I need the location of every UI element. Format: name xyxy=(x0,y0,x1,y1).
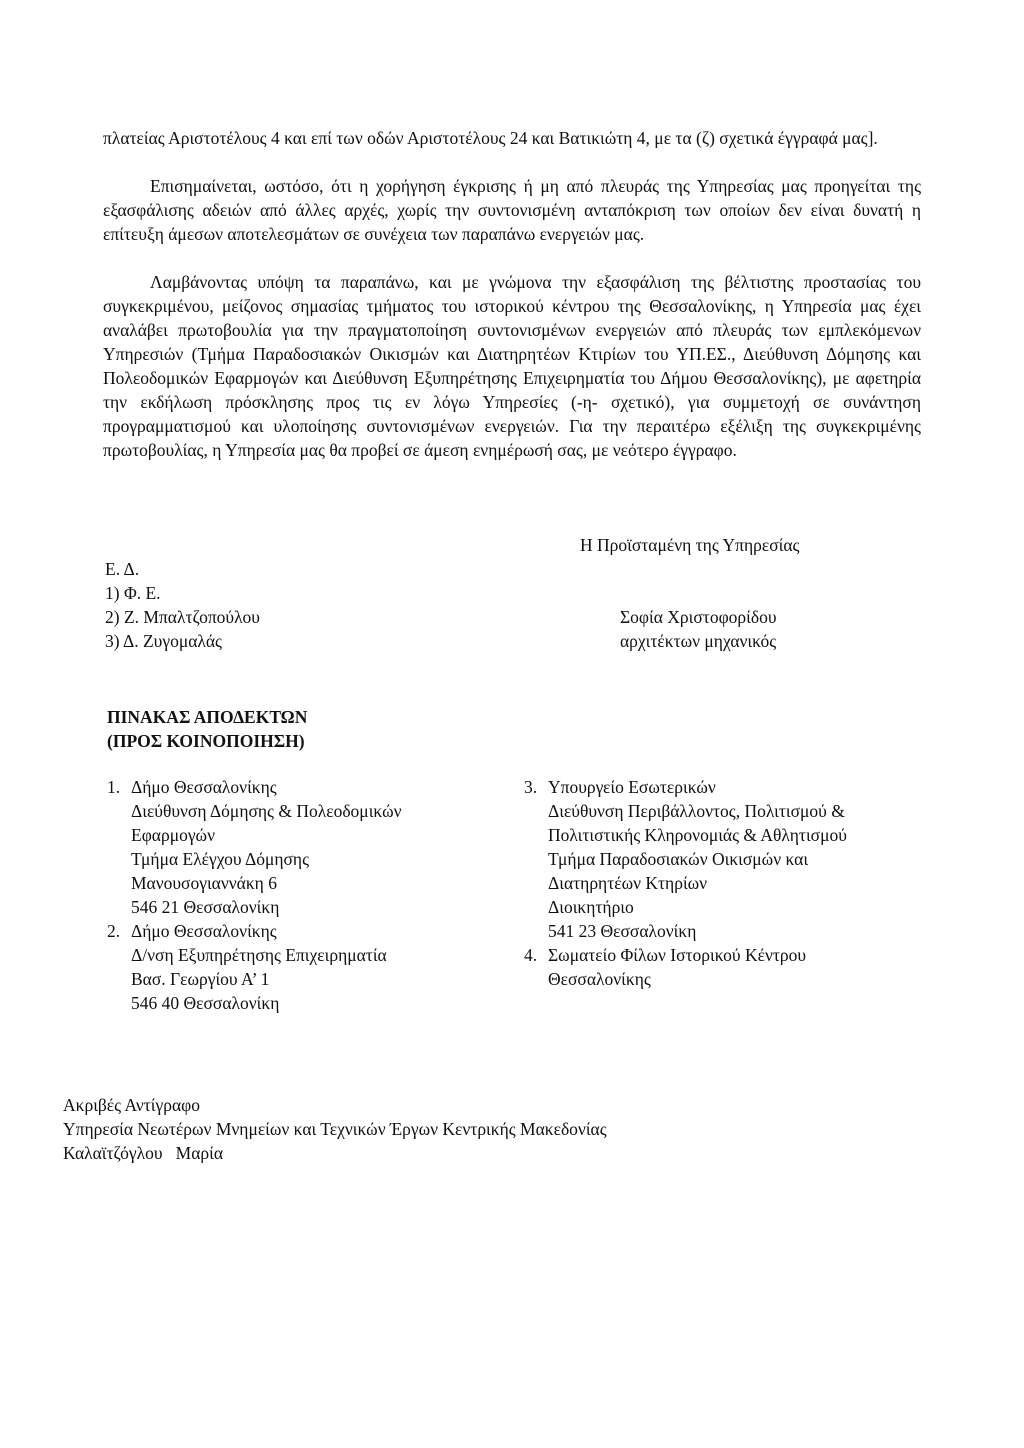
recipient-number: 2. xyxy=(107,921,121,941)
signature-name: Σοφία Χριστοφορίδου xyxy=(620,607,777,627)
signature-title: αρχιτέκτων μηχανικός xyxy=(620,631,777,651)
recipient-line: Μανουσογιαννάκη 6 xyxy=(131,873,277,893)
recipient-name: Δήμο Θεσσαλονίκης xyxy=(131,777,277,797)
recipient-item xyxy=(524,775,847,943)
recipient-line: Πολιτιστικής Κληρονομιάς & Αθλητισμού xyxy=(548,825,847,845)
recipient-line: Τμήμα Ελέγχου Δόμησης xyxy=(131,849,310,869)
recipient-name: Υπουργείο Εσωτερικών xyxy=(548,777,716,797)
recipient-line: 541 23 Θεσσαλονίκη xyxy=(548,921,697,941)
recipient-number: 4. xyxy=(524,945,538,965)
recipient-line: Διοικητήριο xyxy=(548,897,634,917)
recipient-item xyxy=(524,943,847,991)
recipient-line: Διεύθυνση Δόμησης & Πολεοδομικών xyxy=(131,801,402,821)
recipient-line: Τμήμα Παραδοσιακών Οικισμών και xyxy=(548,849,809,869)
recipient-line: Εφαρμογών xyxy=(131,825,215,845)
footer-signatory: Καλαϊτζόγλου Μαρία xyxy=(63,1143,224,1163)
recipient-line: Διεύθυνση Περιβάλλοντος, Πολιτισμού & xyxy=(548,801,845,821)
recipient-item xyxy=(107,919,402,1015)
recipient-line: Βασ. Γεωργίου Α’ 1 xyxy=(131,969,270,989)
recipient-line: Δ/νση Εξυπηρέτησης Επιχειρηματία xyxy=(131,945,387,965)
paragraph-2: Επισημαίνεται, ωστόσο, ότι η χορήγηση έγκρισης ή μη από πλευράς της Υπηρεσίας μας προηγείται της εξασφάλισης αδειών από άλλες αρχές, χωρίς την συντονισμένη ανταπόκριση των οποίων δεν είναι δυνατή η επίτευξη άμεσων αποτελεσμάτων σε συνέχεια των παραπάνω ενεργειών μας. xyxy=(103,176,921,244)
paragraph-3: Λαμβάνοντας υπόψη τα παραπάνω, και με γνώμονα την εξασφάλιση της βέλτιστης προστασίας του συγκεκριμένου, μείζονος σημασίας τμήματος του ιστορικού κέντρου της Θεσσαλονίκης, η Υπηρεσία μας έχει αναλάβει πρωτοβουλία για την πραγματοποίηση συντονισμένων ενεργειών από πλευράς των εμπλεκόμενων Υπηρεσιών (Τμήμα Παραδοσιακών Οικισμών και Διατηρητέων Κτιρίων του ΥΠ.ΕΣ., Διεύθυνση Δόμησης και Πολεοδομικών Εφαρμογών και Διεύθυνση Εξυπηρέτησης Επιχειρηματία του Δήμου Θεσσαλονίκης), με αφετηρία την εκδήλωση πρόσκλησης προς τις εν λόγω Υπηρεσίες (-η- σχετικό), για συμμετοχή σε συνάντηση προγραμματισμού και υλοποίησης συντονισμένων ενεργειών. Για την περαιτέρω εξέλιξη της συγκεκριμένης πρωτοβουλίας, η Υπηρεσία μας θα προβεί σε άμεση ενημέρωσή σας, με νεότερο έγγραφο. xyxy=(103,272,921,460)
signature-role: Η Προϊσταμένη της Υπηρεσίας xyxy=(580,535,800,555)
paragraph-1: πλατείας Αριστοτέλους 4 και επί των οδών Αριστοτέλους 24 και Βατικιώτη 4, με τα (ζ) σχετικά έγγραφά μας]. xyxy=(103,128,878,148)
recipients-list-left xyxy=(107,775,402,1015)
footer-service-name: Υπηρεσία Νεωτέρων Μνημείων και Τεχνικών Έργων Κεντρικής Μακεδονίας xyxy=(63,1119,607,1139)
recipient-line: Διατηρητέων Κτηρίων xyxy=(548,873,708,893)
recipient-name: Δήμο Θεσσαλονίκης xyxy=(131,921,277,941)
recipient-line: 546 21 Θεσσαλονίκη xyxy=(131,897,280,917)
footer-certified-copy: Ακριβές Αντίγραφο xyxy=(63,1095,200,1115)
recipient-line: 546 40 Θεσσαλονίκη xyxy=(131,993,280,1013)
distribution-item: 3) Δ. Ζυγομαλάς xyxy=(105,631,222,651)
recipient-number: 1. xyxy=(107,777,121,797)
recipient-item xyxy=(107,775,402,919)
recipients-title: ΠΙΝΑΚΑΣ ΑΠΟΔΕΚΤΩΝ xyxy=(107,707,308,727)
internal-distribution-heading: Ε. Δ. xyxy=(105,559,140,579)
distribution-item: 1) Φ. Ε. xyxy=(105,583,161,603)
recipient-name: Σωματείο Φίλων Ιστορικού Κέντρου xyxy=(548,945,807,965)
recipient-line: Θεσσαλονίκης xyxy=(548,969,651,989)
recipients-subtitle: (ΠΡΟΣ ΚΟΙΝΟΠΟΙΗΣΗ) xyxy=(107,731,305,751)
distribution-item: 2) Ζ. Μπαλτζοπούλου xyxy=(105,607,260,627)
recipients-list-right xyxy=(524,775,847,991)
recipient-number: 3. xyxy=(524,777,538,797)
